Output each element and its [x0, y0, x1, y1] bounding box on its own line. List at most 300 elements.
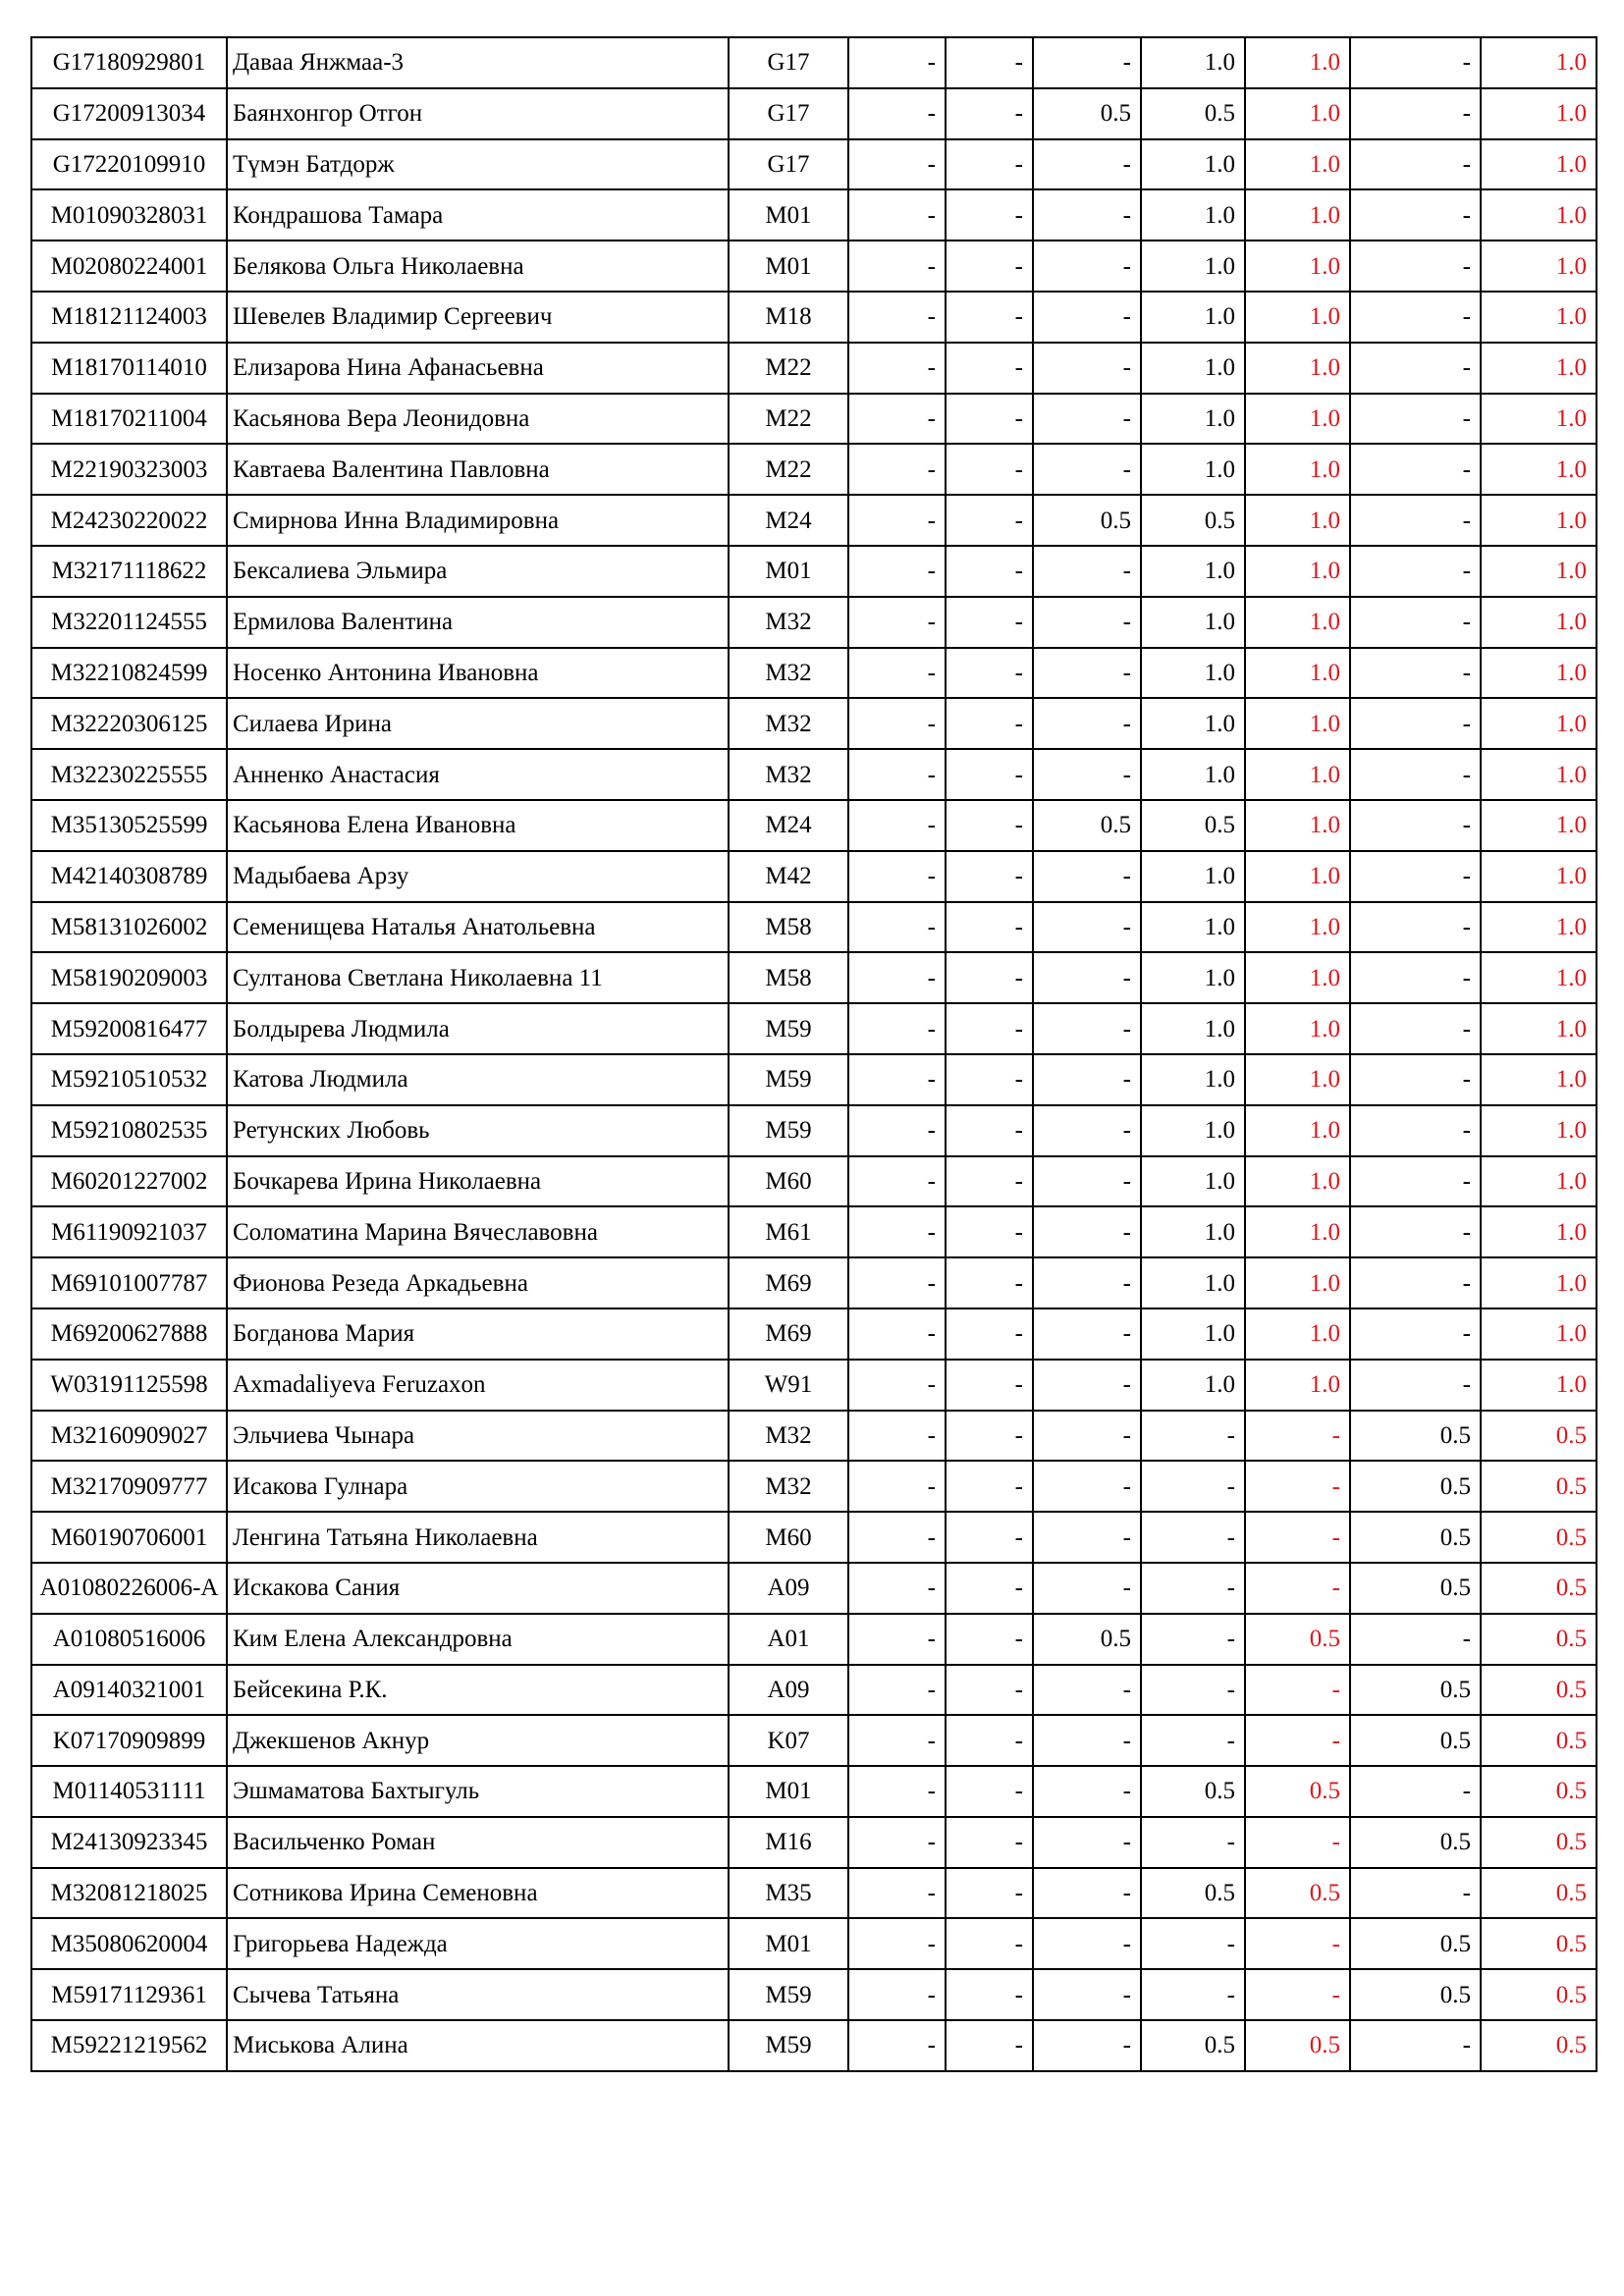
group-code-cell: M59	[729, 2020, 848, 2071]
score-cell-2: -	[946, 1360, 1033, 1411]
score-cell-2: -	[946, 546, 1033, 597]
score-cell-1: -	[848, 1308, 946, 1360]
group-code-cell: M59	[729, 1003, 848, 1054]
score-cell-2: -	[946, 1206, 1033, 1257]
group-code-cell: M59	[729, 1969, 848, 2020]
table-row	[31, 952, 1597, 1003]
score-cell-4: 1.0	[1141, 546, 1245, 597]
score-cell-4: 1.0	[1141, 240, 1245, 292]
score-cell-5: -	[1350, 88, 1481, 139]
score-cell-4: 1.0	[1141, 1054, 1245, 1105]
score-cell-4: 1.0	[1141, 292, 1245, 343]
score-cell-2: -	[946, 240, 1033, 292]
score-cell-2: -	[946, 1868, 1033, 1919]
score-cell-2: -	[946, 698, 1033, 749]
table-row	[31, 1614, 1597, 1665]
score-cell-2: -	[946, 1969, 1033, 2020]
score-cell-5: -	[1350, 189, 1481, 240]
score-cell-1: -	[848, 343, 946, 394]
score-cell-3: -	[1033, 902, 1141, 953]
table-row	[31, 88, 1597, 139]
participant-name-cell: Мадыбаева Арзу	[227, 851, 729, 902]
participant-name-cell: Кондрашова Тамара	[227, 189, 729, 240]
subtotal-cell: 1.0	[1245, 37, 1350, 88]
participant-name-cell: Кавтаева Валентина Павловна	[227, 444, 729, 495]
score-cell-1: -	[848, 240, 946, 292]
participant-id-cell: M35130525599	[31, 800, 227, 851]
table-row	[31, 1665, 1597, 1716]
subtotal-cell: 1.0	[1245, 240, 1350, 292]
score-cell-5: -	[1350, 292, 1481, 343]
score-cell-2: -	[946, 749, 1033, 800]
group-code-cell: M35	[729, 1868, 848, 1919]
table-row	[31, 2020, 1597, 2071]
table-row	[31, 1715, 1597, 1766]
participant-name-cell: Елизарова Нина Афанасьевна	[227, 343, 729, 394]
group-code-cell: M58	[729, 902, 848, 953]
total-cell: 1.0	[1481, 343, 1597, 394]
group-code-cell: M60	[729, 1512, 848, 1563]
score-cell-4: 1.0	[1141, 1308, 1245, 1360]
participant-id-cell: W03191125598	[31, 1360, 227, 1411]
score-cell-1: -	[848, 1105, 946, 1156]
score-cell-3: -	[1033, 1003, 1141, 1054]
participant-id-cell: M60190706001	[31, 1512, 227, 1563]
score-cell-3: -	[1033, 1411, 1141, 1462]
participant-id-cell: M58190209003	[31, 952, 227, 1003]
participant-id-cell: M32081218025	[31, 1868, 227, 1919]
table-row	[31, 1512, 1597, 1563]
participant-name-cell: Шевелев Владимир Сергеевич	[227, 292, 729, 343]
group-code-cell: M69	[729, 1257, 848, 1308]
score-cell-5: -	[1350, 1257, 1481, 1308]
score-cell-1: -	[848, 1156, 946, 1207]
score-cell-5: 0.5	[1350, 1969, 1481, 2020]
score-cell-4: 1.0	[1141, 1257, 1245, 1308]
table-row	[31, 749, 1597, 800]
group-code-cell: M22	[729, 343, 848, 394]
participant-name-cell: Axmadaliyeva Feruzaxon	[227, 1360, 729, 1411]
total-cell: 1.0	[1481, 749, 1597, 800]
total-cell: 0.5	[1481, 1766, 1597, 1817]
participant-id-cell: M58131026002	[31, 902, 227, 953]
subtotal-cell: -	[1245, 1918, 1350, 1969]
participant-id-cell: A01080516006	[31, 1614, 227, 1665]
score-cell-1: -	[848, 1003, 946, 1054]
score-cell-4: 0.5	[1141, 1766, 1245, 1817]
score-cell-5: -	[1350, 698, 1481, 749]
subtotal-cell: 1.0	[1245, 189, 1350, 240]
score-cell-1: -	[848, 2020, 946, 2071]
score-cell-4: -	[1141, 1918, 1245, 1969]
score-cell-3: -	[1033, 1918, 1141, 1969]
score-cell-2: -	[946, 800, 1033, 851]
participant-id-cell: M42140308789	[31, 851, 227, 902]
score-cell-1: -	[848, 902, 946, 953]
score-cell-1: -	[848, 1715, 946, 1766]
table-row	[31, 1817, 1597, 1868]
score-cell-4: 1.0	[1141, 851, 1245, 902]
total-cell: 1.0	[1481, 1054, 1597, 1105]
score-cell-4: -	[1141, 1512, 1245, 1563]
participant-name-cell: Джекшенов Акнур	[227, 1715, 729, 1766]
score-cell-5: -	[1350, 952, 1481, 1003]
participant-name-cell: Исакова Гулнара	[227, 1461, 729, 1512]
score-cell-1: -	[848, 1411, 946, 1462]
score-cell-1: -	[848, 1614, 946, 1665]
total-cell: 1.0	[1481, 546, 1597, 597]
score-cell-3: -	[1033, 139, 1141, 190]
score-cell-4: 0.5	[1141, 2020, 1245, 2071]
score-cell-4: 1.0	[1141, 189, 1245, 240]
group-code-cell: M32	[729, 648, 848, 699]
score-cell-4: 1.0	[1141, 749, 1245, 800]
score-cell-5: 0.5	[1350, 1817, 1481, 1868]
score-cell-5: -	[1350, 1868, 1481, 1919]
participant-id-cell: M22190323003	[31, 444, 227, 495]
participant-name-cell: Бексалиева Эльмира	[227, 546, 729, 597]
score-cell-2: -	[946, 1308, 1033, 1360]
subtotal-cell: 1.0	[1245, 394, 1350, 445]
score-cell-3: -	[1033, 597, 1141, 648]
score-cell-1: -	[848, 952, 946, 1003]
participant-name-cell: Болдырева Людмила	[227, 1003, 729, 1054]
total-cell: 1.0	[1481, 648, 1597, 699]
participant-name-cell: Эшмаматова Бахтыгуль	[227, 1766, 729, 1817]
score-cell-1: -	[848, 1918, 946, 1969]
group-code-cell: M22	[729, 394, 848, 445]
participant-name-cell: Султанова Светлана Николаевна 11	[227, 952, 729, 1003]
total-cell: 0.5	[1481, 1868, 1597, 1919]
total-cell: 1.0	[1481, 189, 1597, 240]
score-cell-4: -	[1141, 1665, 1245, 1716]
table-row	[31, 292, 1597, 343]
participant-name-cell: Носенко Антонина Ивановна	[227, 648, 729, 699]
score-cell-4: 1.0	[1141, 597, 1245, 648]
score-cell-2: -	[946, 1411, 1033, 1462]
table-row	[31, 1969, 1597, 2020]
participant-name-cell: Эльчиева Чынара	[227, 1411, 729, 1462]
participant-id-cell: M32210824599	[31, 648, 227, 699]
score-cell-4: 0.5	[1141, 495, 1245, 546]
score-cell-4: 1.0	[1141, 1360, 1245, 1411]
subtotal-cell: 1.0	[1245, 749, 1350, 800]
subtotal-cell: 1.0	[1245, 139, 1350, 190]
total-cell: 0.5	[1481, 1918, 1597, 1969]
participant-id-cell: K07170909899	[31, 1715, 227, 1766]
participant-name-cell: Бейсекина Р.К.	[227, 1665, 729, 1716]
subtotal-cell: -	[1245, 1411, 1350, 1462]
participant-name-cell: Сычева Татьяна	[227, 1969, 729, 2020]
score-cell-2: -	[946, 37, 1033, 88]
score-cell-4: -	[1141, 1411, 1245, 1462]
subtotal-cell: 1.0	[1245, 698, 1350, 749]
participant-name-cell: Семенищева Наталья Анатольевна	[227, 902, 729, 953]
group-code-cell: M59	[729, 1105, 848, 1156]
participant-name-cell: Сотникова Ирина Семеновна	[227, 1868, 729, 1919]
score-cell-5: -	[1350, 1308, 1481, 1360]
score-cell-5: -	[1350, 1614, 1481, 1665]
score-cell-1: -	[848, 394, 946, 445]
total-cell: 0.5	[1481, 1512, 1597, 1563]
score-cell-5: -	[1350, 1156, 1481, 1207]
participant-name-cell: Касьянова Вера Леонидовна	[227, 394, 729, 445]
group-code-cell: M01	[729, 240, 848, 292]
participant-name-cell: Васильченко Роман	[227, 1817, 729, 1868]
score-cell-5: -	[1350, 1206, 1481, 1257]
score-cell-5: 0.5	[1350, 1411, 1481, 1462]
score-cell-3: -	[1033, 546, 1141, 597]
score-cell-5: 0.5	[1350, 1715, 1481, 1766]
score-cell-1: -	[848, 1054, 946, 1105]
group-code-cell: M32	[729, 1411, 848, 1462]
score-cell-2: -	[946, 1105, 1033, 1156]
subtotal-cell: -	[1245, 1715, 1350, 1766]
participant-id-cell: M59171129361	[31, 1969, 227, 2020]
score-cell-5: -	[1350, 1054, 1481, 1105]
score-cell-3: -	[1033, 1512, 1141, 1563]
score-cell-3: -	[1033, 37, 1141, 88]
score-cell-1: -	[848, 292, 946, 343]
total-cell: 1.0	[1481, 1308, 1597, 1360]
score-cell-4: 1.0	[1141, 1206, 1245, 1257]
score-cell-3: -	[1033, 1766, 1141, 1817]
group-code-cell: M01	[729, 189, 848, 240]
group-code-cell: M60	[729, 1156, 848, 1207]
subtotal-cell: 1.0	[1245, 546, 1350, 597]
score-cell-4: 0.5	[1141, 88, 1245, 139]
participant-id-cell: M24130923345	[31, 1817, 227, 1868]
score-cell-5: -	[1350, 851, 1481, 902]
score-cell-4: 1.0	[1141, 952, 1245, 1003]
table-row	[31, 139, 1597, 190]
score-cell-5: -	[1350, 749, 1481, 800]
score-cell-5: 0.5	[1350, 1563, 1481, 1614]
total-cell: 1.0	[1481, 851, 1597, 902]
participant-id-cell: M59200816477	[31, 1003, 227, 1054]
score-cell-4: 0.5	[1141, 800, 1245, 851]
score-cell-2: -	[946, 1003, 1033, 1054]
table-row	[31, 902, 1597, 953]
score-cell-1: -	[848, 37, 946, 88]
score-cell-4: 1.0	[1141, 139, 1245, 190]
score-cell-3: -	[1033, 394, 1141, 445]
score-cell-4: 1.0	[1141, 343, 1245, 394]
score-cell-2: -	[946, 1054, 1033, 1105]
score-cell-2: -	[946, 1665, 1033, 1716]
score-cell-5: 0.5	[1350, 1461, 1481, 1512]
score-cell-5: -	[1350, 546, 1481, 597]
score-cell-3: -	[1033, 1257, 1141, 1308]
total-cell: 1.0	[1481, 139, 1597, 190]
score-cell-5: -	[1350, 444, 1481, 495]
subtotal-cell: 1.0	[1245, 88, 1350, 139]
score-cell-3: -	[1033, 343, 1141, 394]
score-cell-3: -	[1033, 1868, 1141, 1919]
score-cell-5: -	[1350, 1766, 1481, 1817]
score-cell-2: -	[946, 343, 1033, 394]
score-cell-3: -	[1033, 189, 1141, 240]
group-code-cell: A01	[729, 1614, 848, 1665]
score-cell-3: -	[1033, 1308, 1141, 1360]
participant-id-cell: M18170211004	[31, 394, 227, 445]
table-row	[31, 495, 1597, 546]
total-cell: 0.5	[1481, 2020, 1597, 2071]
participant-id-cell: M32201124555	[31, 597, 227, 648]
group-code-cell: M32	[729, 698, 848, 749]
score-cell-2: -	[946, 88, 1033, 139]
participant-id-cell: A01080226006-A	[31, 1563, 227, 1614]
total-cell: 1.0	[1481, 292, 1597, 343]
score-cell-3: -	[1033, 952, 1141, 1003]
score-cell-2: -	[946, 1766, 1033, 1817]
participant-id-cell: M01140531111	[31, 1766, 227, 1817]
group-code-cell: M58	[729, 952, 848, 1003]
subtotal-cell: 0.5	[1245, 1766, 1350, 1817]
subtotal-cell: 1.0	[1245, 292, 1350, 343]
score-cell-2: -	[946, 292, 1033, 343]
score-cell-5: -	[1350, 495, 1481, 546]
group-code-cell: M59	[729, 1054, 848, 1105]
table-row	[31, 240, 1597, 292]
score-cell-3: -	[1033, 1156, 1141, 1207]
total-cell: 1.0	[1481, 698, 1597, 749]
table-row	[31, 1868, 1597, 1919]
score-cell-3: -	[1033, 1360, 1141, 1411]
subtotal-cell: 1.0	[1245, 1257, 1350, 1308]
score-cell-4: 1.0	[1141, 698, 1245, 749]
group-code-cell: G17	[729, 139, 848, 190]
subtotal-cell: -	[1245, 1665, 1350, 1716]
score-cell-5: 0.5	[1350, 1512, 1481, 1563]
participant-id-cell: M01090328031	[31, 189, 227, 240]
participant-name-cell: Ермилова Валентина	[227, 597, 729, 648]
subtotal-cell: 1.0	[1245, 597, 1350, 648]
table-row	[31, 851, 1597, 902]
subtotal-cell: -	[1245, 1461, 1350, 1512]
score-cell-2: -	[946, 952, 1033, 1003]
table-row	[31, 1156, 1597, 1207]
participant-name-cell: Силаева Ирина	[227, 698, 729, 749]
table-row	[31, 444, 1597, 495]
score-cell-3: -	[1033, 1206, 1141, 1257]
participant-id-cell: M69200627888	[31, 1308, 227, 1360]
score-cell-2: -	[946, 597, 1033, 648]
score-cell-3: 0.5	[1033, 88, 1141, 139]
score-cell-1: -	[848, 1461, 946, 1512]
total-cell: 1.0	[1481, 1360, 1597, 1411]
participant-id-cell: M18121124003	[31, 292, 227, 343]
score-cell-3: -	[1033, 1105, 1141, 1156]
table-row	[31, 648, 1597, 699]
score-cell-2: -	[946, 1715, 1033, 1766]
score-cell-2: -	[946, 648, 1033, 699]
participant-name-cell: Даваа Янжмаа-3	[227, 37, 729, 88]
table-row	[31, 189, 1597, 240]
score-cell-1: -	[848, 139, 946, 190]
score-cell-2: -	[946, 495, 1033, 546]
group-code-cell: M18	[729, 292, 848, 343]
score-cell-2: -	[946, 1614, 1033, 1665]
table-row	[31, 1360, 1597, 1411]
subtotal-cell: -	[1245, 1563, 1350, 1614]
table-row	[31, 1766, 1597, 1817]
participant-name-cell: Баянхонгор Отгон	[227, 88, 729, 139]
score-cell-1: -	[848, 1969, 946, 2020]
score-cell-1: -	[848, 88, 946, 139]
table-row	[31, 1105, 1597, 1156]
score-cell-5: -	[1350, 343, 1481, 394]
participant-id-cell: M02080224001	[31, 240, 227, 292]
score-cell-5: -	[1350, 1003, 1481, 1054]
score-cell-1: -	[848, 1817, 946, 1868]
table-row	[31, 1918, 1597, 1969]
subtotal-cell: 1.0	[1245, 1308, 1350, 1360]
score-cell-4: -	[1141, 1817, 1245, 1868]
group-code-cell: A09	[729, 1563, 848, 1614]
group-code-cell: G17	[729, 37, 848, 88]
score-cell-5: -	[1350, 902, 1481, 953]
table-body	[31, 37, 1597, 2071]
group-code-cell: M01	[729, 546, 848, 597]
subtotal-cell: 0.5	[1245, 1868, 1350, 1919]
table-row	[31, 1411, 1597, 1462]
total-cell: 0.5	[1481, 1614, 1597, 1665]
group-code-cell: W91	[729, 1360, 848, 1411]
subtotal-cell: 0.5	[1245, 2020, 1350, 2071]
table-row	[31, 1054, 1597, 1105]
participant-name-cell: Ленгина Татьяна Николаевна	[227, 1512, 729, 1563]
group-code-cell: M42	[729, 851, 848, 902]
total-cell: 1.0	[1481, 394, 1597, 445]
participant-id-cell: G17200913034	[31, 88, 227, 139]
subtotal-cell: 1.0	[1245, 952, 1350, 1003]
score-cell-3: -	[1033, 1969, 1141, 2020]
score-cell-1: -	[848, 800, 946, 851]
total-cell: 1.0	[1481, 37, 1597, 88]
score-cell-2: -	[946, 444, 1033, 495]
participant-id-cell: M32170909777	[31, 1461, 227, 1512]
total-cell: 1.0	[1481, 495, 1597, 546]
score-cell-2: -	[946, 1461, 1033, 1512]
participant-id-cell: M60201227002	[31, 1156, 227, 1207]
score-cell-2: -	[946, 1512, 1033, 1563]
score-cell-4: -	[1141, 1461, 1245, 1512]
group-code-cell: M69	[729, 1308, 848, 1360]
participant-id-cell: G17180929801	[31, 37, 227, 88]
score-cell-5: -	[1350, 597, 1481, 648]
results-table	[30, 36, 1597, 2072]
score-cell-5: -	[1350, 2020, 1481, 2071]
participant-name-cell: Искакова Сания	[227, 1563, 729, 1614]
score-cell-2: -	[946, 902, 1033, 953]
participant-id-cell: M18170114010	[31, 343, 227, 394]
score-cell-3: -	[1033, 444, 1141, 495]
table-row	[31, 546, 1597, 597]
total-cell: 1.0	[1481, 1105, 1597, 1156]
table-row	[31, 343, 1597, 394]
score-cell-1: -	[848, 1766, 946, 1817]
table-row	[31, 1308, 1597, 1360]
participant-name-cell: Ким Елена Александровна	[227, 1614, 729, 1665]
score-cell-4: 1.0	[1141, 648, 1245, 699]
score-cell-2: -	[946, 394, 1033, 445]
score-cell-2: -	[946, 1817, 1033, 1868]
participant-name-cell: Григорьева Надежда	[227, 1918, 729, 1969]
score-cell-1: -	[848, 1563, 946, 1614]
participant-name-cell: Миськова Алина	[227, 2020, 729, 2071]
score-cell-1: -	[848, 1665, 946, 1716]
